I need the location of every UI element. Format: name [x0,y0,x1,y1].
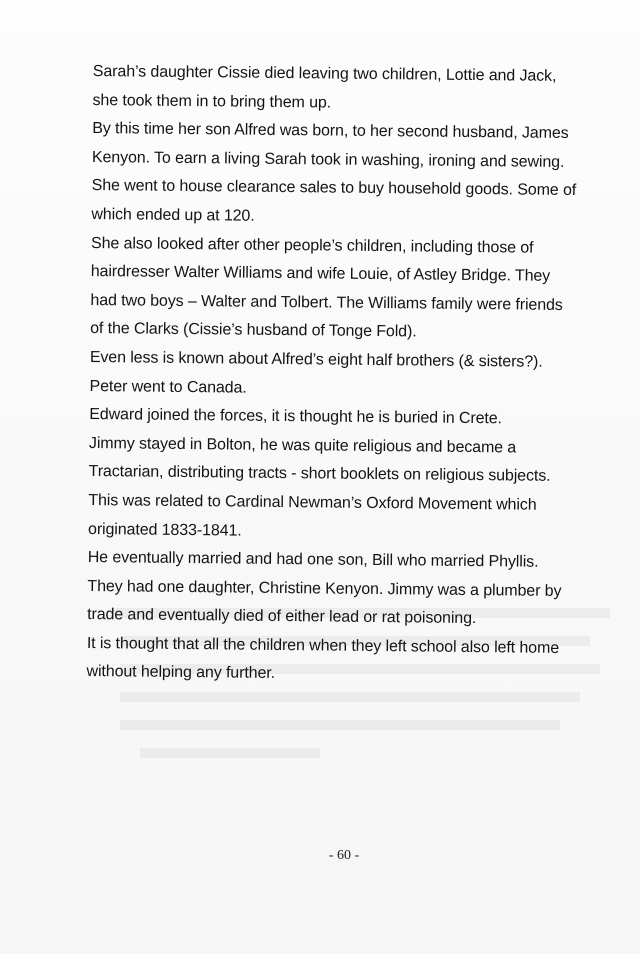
paragraph-cissie-children [92,58,613,121]
text-line: Sarah’s daughter Cissie died leaving two children, Lottie and Jack, [92,62,557,85]
text-line: Edward joined the forces, it is thought he is buried in Crete. [89,406,503,428]
paragraph-jimmy-family [87,544,608,635]
text-line: Jimmy stayed in Bolton, he was quite religious and became a [88,434,517,457]
text-line: Peter went to Canada. [89,377,247,397]
paragraph-williams-family [90,230,611,350]
text-line: originated 1833-1841. [87,520,242,540]
text-line: By this time her son Alfred was born, to her second husband, James [92,120,569,143]
text-line: She also looked after other people’s children, including those of [90,234,534,257]
text-line: Even less is known about Alfred’s eight half brothers (& sisters?). [89,348,543,371]
page-number: - 60 - [328,848,360,863]
text-line: trade and eventually died of either lead or rat poisoning. [87,606,477,628]
text-line: They had one daughter, Christine Kenyon. Jimmy was a plumber by [87,577,562,600]
text-line: which ended up at 120. [91,205,255,225]
text-line: He eventually married and had one son, Bill who married Phyllis. [87,549,539,571]
text-line: hairdresser Walter Williams and wife Louie, of Astley Bridge. They [90,263,551,285]
body-text [86,58,613,692]
text-line: without helping any further. [86,663,276,683]
text-line: Kenyon. To earn a living Sarah took in washing, ironing and sewing. [91,148,565,171]
paragraph-half-brothers [89,344,610,407]
text-line: she took them in to bring them up. [92,91,332,112]
text-line: Tractarian, distributing tracts - short booklets on religious subjects. [88,463,551,486]
text-line: It is thought that all the children when they left school also left home [86,634,560,657]
paragraph-children-left-home [86,630,607,693]
paragraph-alfred-born [91,115,612,235]
text-line: She went to house clearance sales to buy household goods. Some of [91,177,577,200]
paragraph-jimmy-tractarian [88,430,609,550]
text-line: had two boys – Walter and Tolbert. The Williams family were friends [90,291,563,314]
text-line: of the Clarks (Cissie’s husband of Tonge Fold). [90,320,417,341]
text-line: This was related to Cardinal Newman’s Oxford Movement which [88,491,537,514]
